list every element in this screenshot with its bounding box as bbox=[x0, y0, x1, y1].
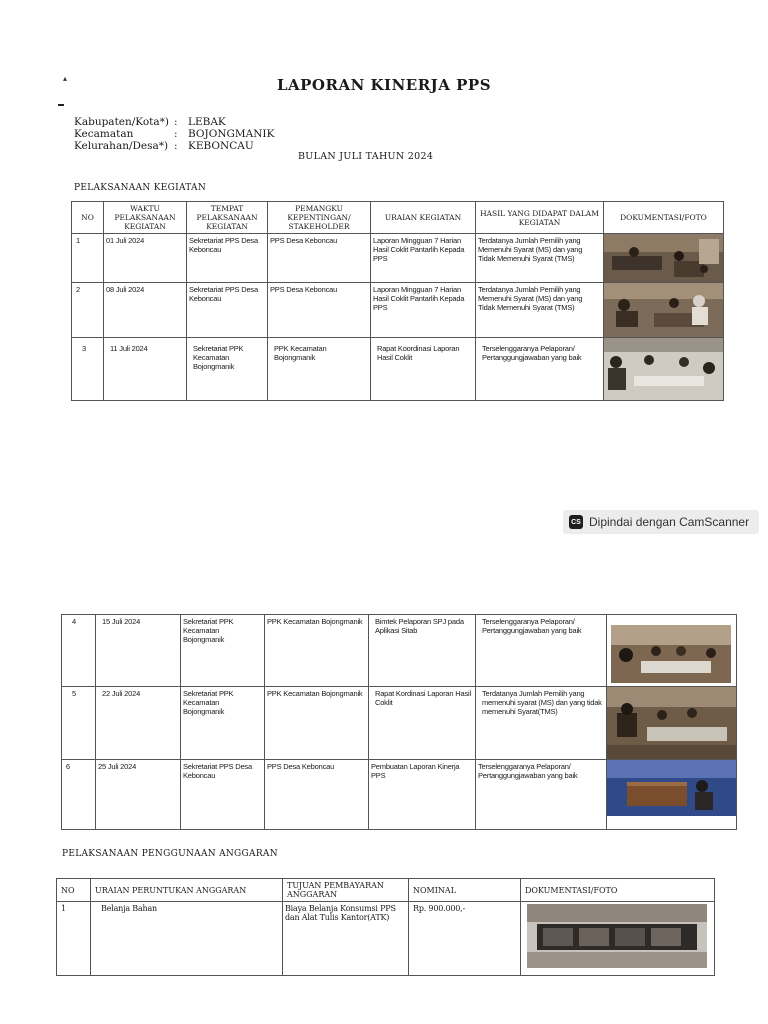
documentation-photo bbox=[527, 904, 708, 968]
cell-place: Sekretariat PPS Desa Keboncau bbox=[187, 234, 268, 283]
cell-place: Sekretariat PPS Desa Keboncau bbox=[187, 283, 268, 338]
cell-no: 4 bbox=[62, 615, 96, 687]
column-header: PEMANGKU KEPENTINGAN/ STAKEHOLDER bbox=[268, 202, 371, 234]
cell-activity: Rapat Koordinasi Laporan Hasil Coklit bbox=[371, 338, 476, 401]
meta-label: Kabupaten/Kota*) bbox=[74, 116, 170, 128]
cell-date: 01 Juli 2024 bbox=[104, 234, 187, 283]
cell-result: Terdatanya Jumlah Pemilih yang memenuhi syarat (MS) dan yang tidak memenuhi Syarat(TMS) bbox=[476, 687, 607, 760]
table-row bbox=[62, 760, 737, 830]
column-header: TEMPAT PELAKSANAAN KEGIATAN bbox=[187, 202, 268, 234]
cell-stakeholder: PPK Kecamatan Bojongmanik bbox=[268, 338, 371, 401]
column-header: WAKTU PELAKSANAAN KEGIATAN bbox=[104, 202, 187, 234]
cell-no: 1 bbox=[57, 902, 91, 976]
cell-no: 6 bbox=[62, 760, 96, 830]
cell-photo bbox=[521, 902, 715, 976]
cell-amount: Rp. 900.000,- bbox=[409, 902, 521, 976]
meta-row-kelurahan bbox=[74, 140, 274, 152]
cell-place: Sekretariat PPK Kecamatan Bojongmanik bbox=[181, 687, 265, 760]
report-meta bbox=[74, 116, 274, 152]
cell-photo bbox=[607, 615, 737, 687]
documentation-photo bbox=[607, 760, 736, 816]
activities-table bbox=[71, 201, 724, 401]
meta-value: BOJONGMANIK bbox=[188, 128, 275, 140]
cell-result: Terdatanya Jumlah Pemilih yang Memenuhi Syarat (MS) dan yang Tidak Memenuhi Syarat (TMS) bbox=[476, 234, 604, 283]
cell-date: 15 Juli 2024 bbox=[96, 615, 181, 687]
cell-activity: Bimtek Pelaporan SPJ pada Aplikasi Sitab bbox=[369, 615, 476, 687]
cell-no: 3 bbox=[72, 338, 104, 401]
cell-photo bbox=[607, 687, 737, 760]
meta-row-kecamatan bbox=[74, 128, 274, 140]
camscanner-label: Dipindai dengan CamScanner bbox=[589, 515, 750, 529]
cell-no: 2 bbox=[72, 283, 104, 338]
meta-separator: : bbox=[174, 140, 178, 152]
meta-separator: : bbox=[174, 116, 178, 128]
cell-result: Terselenggaranya Pelaporan/ Pertanggungjawaban yang baik bbox=[476, 615, 607, 687]
table-row bbox=[57, 902, 715, 976]
column-header: URAIAN KEGIATAN bbox=[371, 202, 476, 234]
camscanner-badge bbox=[563, 510, 759, 534]
documentation-photo bbox=[604, 234, 723, 282]
cell-date: 08 Juli 2024 bbox=[104, 283, 187, 338]
cell-activity: Laporan Mingguan 7 Harian Hasil Coklit Pantarlih Kepada PPS bbox=[371, 234, 476, 283]
cell-result: Terselenggaranya Pelaporan/ Pertanggungjawaban yang baik bbox=[476, 338, 604, 401]
table-row bbox=[62, 615, 737, 687]
table-header-row bbox=[72, 202, 724, 234]
camscanner-icon: CS bbox=[569, 515, 583, 529]
cell-date: 25 Juli 2024 bbox=[96, 760, 181, 830]
meta-separator: : bbox=[174, 128, 178, 140]
cell-place: Sekretariat PPK Kecamatan Bojongmanik bbox=[181, 615, 265, 687]
cell-place: Sekretariat PPK Kecamatan Bojongmanik bbox=[187, 338, 268, 401]
documentation-photo bbox=[611, 625, 732, 683]
cell-no: 5 bbox=[62, 687, 96, 760]
column-header: NO bbox=[57, 879, 91, 902]
cell-purpose: Biaya Belanja Konsumsi PPS dan Alat Tulis Kantor(ATK) bbox=[283, 902, 409, 976]
cell-stakeholder: PPS Desa Keboncau bbox=[265, 760, 369, 830]
cell-stakeholder: PPK Kecamatan Bojongmanik bbox=[265, 687, 369, 760]
meta-label: Kecamatan bbox=[74, 128, 134, 140]
cell-stakeholder: PPS Desa Keboncau bbox=[268, 283, 371, 338]
scan-mark: ▴ bbox=[63, 74, 68, 83]
cell-item: Belanja Bahan bbox=[91, 902, 283, 976]
cell-result: Terselenggaranya Pelaporan/ Pertanggungjawaban yang baik bbox=[476, 760, 607, 830]
report-title: LAPORAN KINERJA PPS bbox=[276, 76, 492, 94]
section-title-budget: PELAKSANAAN PENGGUNAAN ANGGARAN bbox=[62, 849, 278, 859]
scan-page-1 bbox=[0, 0, 768, 500]
table-row bbox=[72, 283, 724, 338]
meta-value: KEBONCAU bbox=[188, 140, 254, 152]
column-header: URAIAN PERUNTUKAN ANGGARAN bbox=[91, 879, 283, 902]
cell-date: 11 Juli 2024 bbox=[104, 338, 187, 401]
cell-activity: Pembuatan Laporan Kinerja PPS bbox=[369, 760, 476, 830]
meta-value: LEBAK bbox=[188, 116, 226, 128]
table-row bbox=[72, 234, 724, 283]
cell-activity: Laporan Mingguan 7 Harian Hasil Coklit Pantarlih Kepada PPS bbox=[371, 283, 476, 338]
table-row bbox=[72, 338, 724, 401]
documentation-photo bbox=[604, 283, 723, 337]
column-header: NOMINAL bbox=[409, 879, 521, 902]
cell-photo bbox=[604, 338, 724, 401]
cell-photo bbox=[604, 234, 724, 283]
section-title-activities: PELAKSANAAN KEGIATAN bbox=[74, 183, 207, 193]
documentation-photo bbox=[604, 338, 723, 400]
documentation-photo bbox=[607, 687, 736, 759]
table-header-row bbox=[57, 879, 715, 902]
cell-activity: Rapat Kordinasi Laporan Hasil Coklit bbox=[369, 687, 476, 760]
column-header: NO bbox=[72, 202, 104, 234]
report-period: BULAN JULI TAHUN 2024 bbox=[298, 151, 434, 162]
meta-row-kabupaten bbox=[74, 116, 274, 128]
activities-table-continued bbox=[61, 614, 737, 830]
column-header: TUJUAN PEMBAYARAN ANGGARAN bbox=[283, 879, 409, 902]
cell-place: Sekretariat PPS Desa Keboncau bbox=[181, 760, 265, 830]
cell-stakeholder: PPK Kecamatan Bojongmanik bbox=[265, 615, 369, 687]
cell-date: 22 Juli 2024 bbox=[96, 687, 181, 760]
scan-mark bbox=[58, 104, 64, 106]
cell-no: 1 bbox=[72, 234, 104, 283]
column-header: HASIL YANG DIDAPAT DALAM KEGIATAN bbox=[476, 202, 604, 234]
cell-photo bbox=[607, 760, 737, 830]
cell-photo bbox=[604, 283, 724, 338]
column-header: DOKUMENTASI/FOTO bbox=[604, 202, 724, 234]
column-header: DOKUMENTASI/FOTO bbox=[521, 879, 715, 902]
table-row bbox=[62, 687, 737, 760]
meta-label: Kelurahan/Desa*) bbox=[74, 140, 169, 152]
budget-table bbox=[56, 878, 715, 976]
cell-result: Terdatanya Jumlah Pemilih yang Memenuhi Syarat (MS) dan yang Tidak Memenuhi Syarat (TMS) bbox=[476, 283, 604, 338]
cell-stakeholder: PPS Desa Keboncau bbox=[268, 234, 371, 283]
